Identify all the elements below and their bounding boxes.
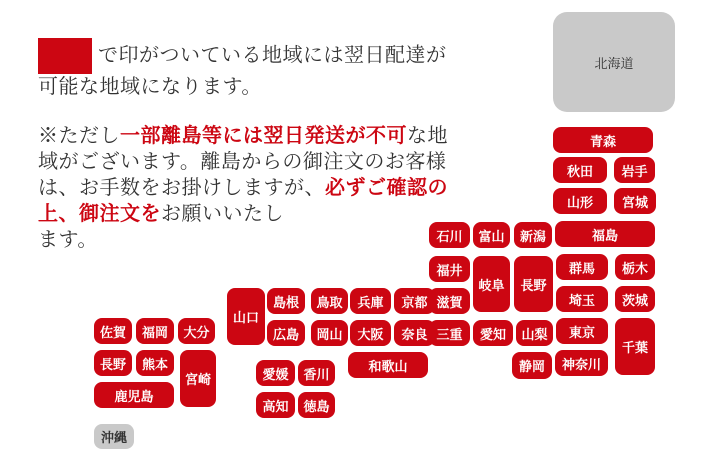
prefecture-box: 北海道 (553, 12, 675, 112)
prefecture-box: 富山 (473, 222, 510, 248)
prefecture-box: 静岡 (512, 352, 552, 379)
prefecture-box: 埼玉 (556, 286, 608, 312)
prefecture-box: 愛媛 (256, 360, 295, 386)
body-text: は、お手数をお掛けしますが、 (38, 177, 325, 199)
body-text: ※ただし (38, 125, 120, 147)
prefecture-box: 鳥取 (311, 288, 348, 314)
prefecture-box: 青森 (553, 127, 653, 153)
prefecture-box: 大分 (178, 318, 215, 344)
body-text: 可能な地域になります。 (38, 76, 262, 98)
note-highlight-text: 必ずご確認の (325, 177, 448, 199)
prefecture-box: 奈良 (394, 320, 435, 346)
prefecture-box: 秋田 (553, 157, 607, 183)
prefecture-box: 香川 (298, 360, 335, 386)
prefecture-box: 神奈川 (555, 350, 608, 376)
prefecture-box: 福岡 (136, 318, 174, 344)
prefecture-box: 大阪 (350, 320, 391, 346)
prefecture-box: 茨城 (615, 286, 655, 312)
prefecture-box: 福島 (555, 221, 655, 247)
prefecture-box: 山口 (227, 288, 265, 345)
prefecture-box: 沖縄 (94, 424, 134, 449)
prefecture-box: 佐賀 (94, 318, 132, 344)
prefecture-box: 石川 (429, 222, 470, 248)
prefecture-box: 兵庫 (350, 288, 391, 314)
prefecture-box: 和歌山 (348, 352, 428, 378)
prefecture-box: 三重 (429, 320, 470, 346)
prefecture-box: 島根 (267, 288, 305, 314)
prefecture-box: 栃木 (615, 254, 655, 280)
note-highlight-text: 上、御注文を (38, 203, 161, 225)
prefecture-box: 山形 (553, 188, 607, 214)
body-text: で印がついている地域には翌日配達が (98, 44, 447, 67)
prefecture-box: 宮崎 (180, 350, 216, 407)
prefecture-box: 千葉 (615, 318, 655, 375)
prefecture-box: 山梨 (516, 320, 553, 346)
prefecture-box: 長野 (94, 350, 132, 376)
prefecture-box: 東京 (556, 318, 608, 344)
prefecture-box: 熊本 (136, 350, 174, 376)
prefecture-box: 群馬 (556, 254, 608, 280)
prefecture-box: 岐阜 (473, 256, 510, 312)
prefecture-box: 福井 (429, 256, 470, 282)
prefecture-box: 広島 (267, 320, 305, 346)
body-text: な地 (407, 125, 448, 147)
prefecture-box: 高知 (256, 392, 295, 418)
body-text: お願いいたし (161, 203, 284, 225)
prefecture-box: 新潟 (514, 222, 552, 248)
prefecture-box: 宮城 (614, 188, 656, 214)
prefecture-box: 徳島 (298, 392, 335, 418)
prefecture-box: 愛知 (473, 320, 513, 346)
prefecture-box: 京都 (394, 288, 435, 314)
body-text: ます。 (38, 229, 98, 251)
prefecture-box: 岩手 (614, 157, 655, 183)
prefecture-box: 滋賀 (429, 288, 470, 314)
prefecture-box: 鹿児島 (94, 382, 174, 408)
body-text: 域がございます。離島からの御注文のお客様 (38, 151, 447, 173)
prefecture-box: 長野 (514, 256, 553, 312)
note-highlight-text: 一部離島等には翌日発送が不可 (120, 125, 407, 147)
prefecture-box: 岡山 (311, 320, 348, 346)
